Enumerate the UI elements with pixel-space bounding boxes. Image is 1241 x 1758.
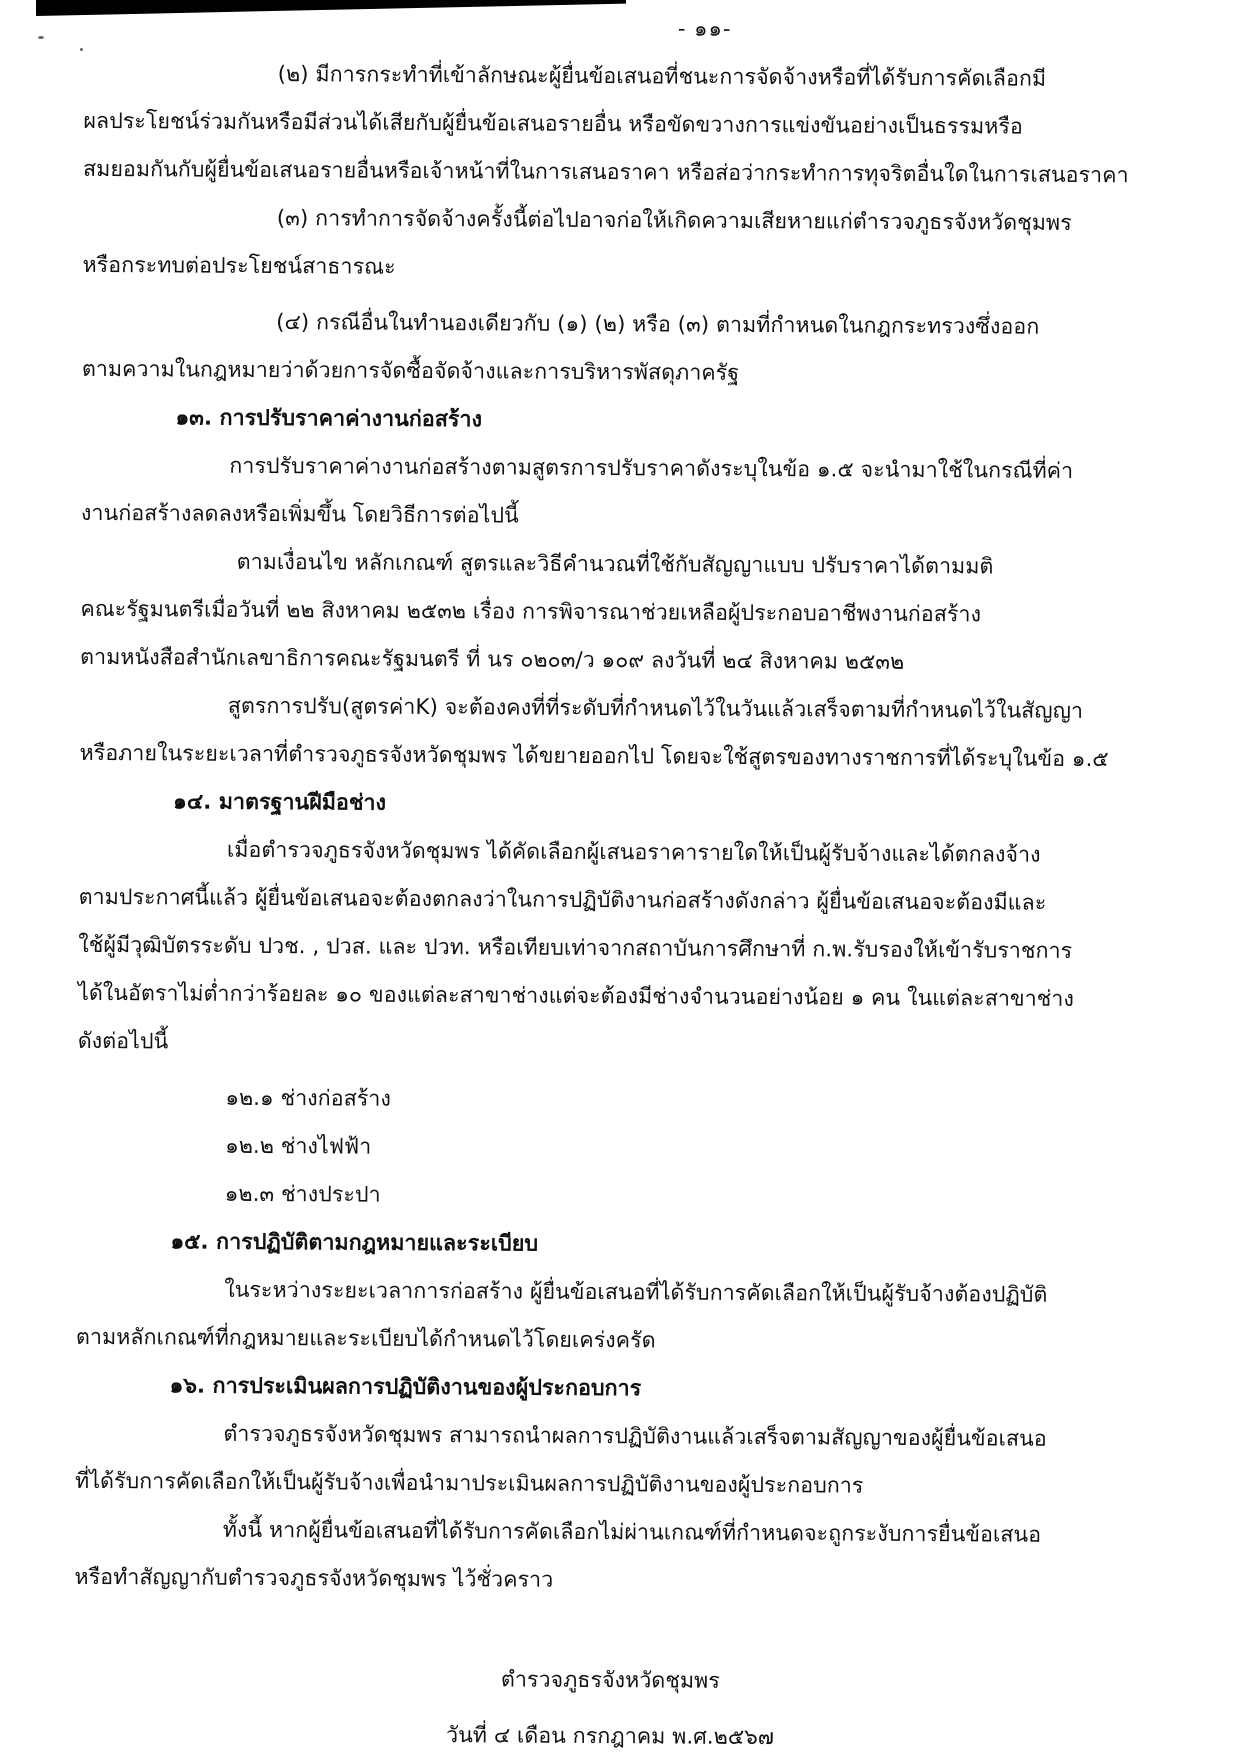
text-line: ตามความในกฎหมายว่าด้วยการจัดซื้อจัดจ้างและการบริหารพัสดุภาครัฐ bbox=[81, 356, 740, 386]
text-line: (๒) มีการกระทำที่เข้าลักษณะผู้ยื่นข้อเสนอที่ชนะการจัดจ้างหรือที่ได้รับการคัดเลือกมี bbox=[277, 62, 1047, 92]
section-heading: ๑๖. การประเมินผลการปฏิบัติงานของผู้ประกอบการ bbox=[169, 1373, 642, 1402]
signature-org: ตำรวจภูธรจังหวัดชุมพร bbox=[500, 1667, 720, 1694]
section-heading: ๑๓. การปรับราคาค่างานก่อสร้าง bbox=[175, 405, 483, 433]
list-item: ๑๒.๒ ช่างไฟฟ้า bbox=[225, 1133, 372, 1160]
text-line: ใช้ผู้มีวุฒิบัตรระดับ ปวช. , ปวส. และ ปวท. หรือเทียบเท่าจากสถาบันการศึกษาที่ ก.พ.รับรองให้เข้ารับราชการ bbox=[78, 932, 1073, 964]
text-line: (๓) การทำการจัดจ้างครั้งนี้ต่อไปอาจก่อให้เกิดความเสียหายแก่ตำรวจภูธรจังหวัดชุมพร bbox=[276, 206, 1072, 236]
section-heading: ๑๕. การปฏิบัติตามกฎหมายและระเบียบ bbox=[170, 1229, 539, 1257]
text-line: ตำรวจภูธรจังหวัดชุมพร สามารถนำผลการปฏิบัติงานแล้วเสร็จตามสัญญาของผู้ยื่นข้อเสนอ bbox=[223, 1421, 1047, 1452]
text-line: การปรับราคาค่างานก่อสร้างตามสูตรการปรับราคาดังระบุในข้อ ๑.๕ จะนำมาใช้ในกรณีที่ค่า bbox=[229, 453, 1074, 484]
list-item: ๑๒.๑ ช่างก่อสร้าง bbox=[225, 1085, 391, 1112]
text-line: ตามประกาศนี้แล้ว ผู้ยื่นข้อเสนอจะต้องตกลงว่าในการปฏิบัติงานก่อสร้างดังกล่าว ผู้ยื่นข้อเสนอจะต้องมีและ bbox=[78, 884, 1047, 916]
text-line: เมื่อตำรวจภูธรจังหวัดชุมพร ได้คัดเลือกผู้เสนอราคารายใดให้เป็นผู้รับจ้างและได้ตกลงจ้าง bbox=[226, 837, 1041, 868]
text-line: ตามหนังสือสำนักเลขาธิการคณะรัฐมนตรี ที่ นร ๐๒๐๓/ว ๑๐๙ ลงวันที่ ๒๔ สิงหาคม ๒๕๓๒ bbox=[80, 644, 905, 675]
text-line: สมยอมกันกับผู้ยื่นข้อเสนอรายอื่นหรือเจ้าหน้าที่ในการเสนอราคา หรือส่อว่ากระทำการทุจริตอื่นใดในการเสนอราคา bbox=[83, 156, 1129, 189]
text-line: งานก่อสร้างลดลงหรือเพิ่มขึ้น โดยวิธีการต่อไปนี้ bbox=[80, 500, 519, 529]
text-line: ดังต่อไปนี้ bbox=[77, 1028, 169, 1055]
list-item: ๑๒.๓ ช่างประปา bbox=[224, 1181, 381, 1208]
text-line: หรือกระทบต่อประโยชน์สาธารณะ bbox=[82, 252, 396, 280]
text-line: ตามเงื่อนไข หลักเกณฑ์ สูตรและวิธีคำนวณที่ใช้กับสัญญาแบบ ปรับราคาได้ตามมติ bbox=[236, 549, 994, 580]
text-line: สูตรการปรับ(สูตรค่าK) จะต้องคงที่ที่ระดับที่กำหนดไว้ในวันแล้วเสร็จตามที่กำหนดไว้ในสัญญา bbox=[227, 693, 1084, 724]
text-line: ที่ได้รับการคัดเลือกให้เป็นผู้รับจ้างเพื่อนำมาประเมินผลการปฏิบัติงานของผู้ประกอบการ bbox=[74, 1468, 864, 1499]
text-line: ผลประโยชน์ร่วมกันหรือมีส่วนได้เสียกับผู้ยื่นข้อเสนอรายอื่น หรือขัดขวางการแข่งขันอย่างเป็นธรรมหรือ bbox=[83, 108, 1023, 140]
text-line: ทั้งนี้ หากผู้ยื่นข้อเสนอที่ได้รับการคัดเลือกไม่ผ่านเกณฑ์ที่กำหนดจะถูกระงับการยื่นข้อเสนอ bbox=[222, 1517, 1042, 1548]
section-heading: ๑๔. มาตรฐานฝีมือช่าง bbox=[173, 789, 387, 816]
text-line: ในระหว่างระยะเวลาการก่อสร้าง ผู้ยื่นข้อเสนอที่ได้รับการคัดเลือกให้เป็นผู้รับจ้างต้องปฏิบัติ bbox=[224, 1277, 1048, 1308]
page-number: - ๑๑- bbox=[677, 16, 732, 41]
text-line: (๔) กรณีอื่นในทำนองเดียวกับ (๑) (๒) หรือ (๓) ตามที่กำหนดในกฎกระทรวงซึ่งออก bbox=[276, 310, 1040, 340]
signature-date: วันที่ ๔ เดือน กรกฎาคม พ.ศ.๒๕๖๗ bbox=[446, 1723, 775, 1751]
text-line: ได้ในอัตราไม่ต่ำกว่าร้อยละ ๑๐ ของแต่ละสาขาช่างแต่จะต้องมีช่างจำนวนอย่างน้อย ๑ คน ในแต่ละสาขาช่าง bbox=[77, 980, 1074, 1012]
text-line: หรือทำสัญญากับตำรวจภูธรจังหวัดชุมพร ไว้ชั่วคราว bbox=[74, 1564, 554, 1593]
text-line: หรือภายในระยะเวลาที่ตำรวจภูธรจังหวัดชุมพร ได้ขยายออกไป โดยจะใช้สูตรของทางราชการที่ได้ระบุในข้อ ๑.๕ bbox=[79, 740, 1109, 773]
text-line: ตามหลักเกณฑ์ที่กฎหมายและระเบียบได้กำหนดไว้โดยเคร่งครัด bbox=[75, 1324, 656, 1354]
text-line: คณะรัฐมนตรีเมื่อวันที่ ๒๒ สิงหาคม ๒๕๓๒ เรื่อง การพิจารณาช่วยเหลือผู้ประกอบอาชีพงานก่อสร้าง bbox=[80, 596, 982, 628]
